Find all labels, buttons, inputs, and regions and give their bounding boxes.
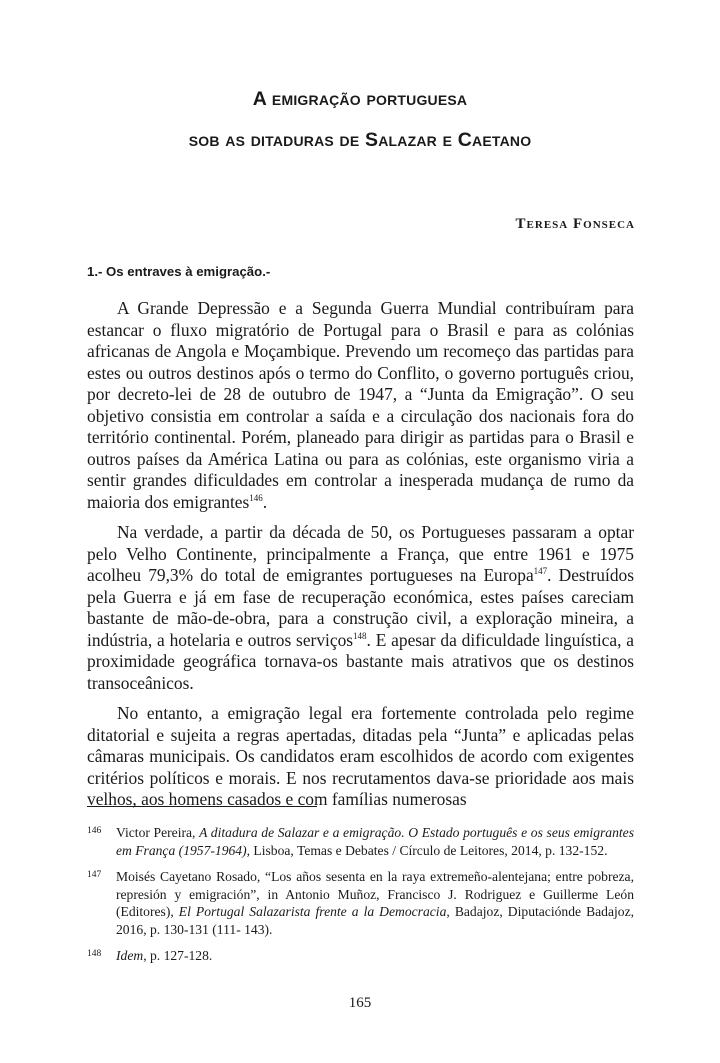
footnote-ref-148[interactable]: 148: [353, 630, 367, 641]
body-text: [87, 298, 634, 820]
paragraph-end: .: [262, 491, 268, 512]
author-name: Teresa Fonseca: [515, 216, 635, 232]
footnote-text-part: Moisés Cayetano Rosado, “Los años sesenta en la raya extremeño-alentejana; entre pobreza, represión y emigración”, in Antonio Muñoz, Francisco J. Rodriguez e Guillerme León (Editores),: [116, 869, 634, 919]
footnote-separator: [87, 806, 317, 807]
footnote-text: [116, 947, 634, 965]
paragraph-3: [87, 703, 634, 811]
footnotes: [87, 824, 634, 974]
paragraph-text: No entanto, a emigração legal era fortemente controlada pelo regime ditatorial e sujeita a regras apertadas, ditadas pela “Junta” e aplicadas pelas câmaras municipais. Os candidatos eram escolhidos de acordo com exigentes critérios políticos e morais. E nos recrutamentos dava-se prioridade aos mais velhos, aos homens casados e com famílias numerosas: [87, 703, 634, 809]
footnote-number: 146: [87, 826, 102, 836]
paragraph-2: [87, 522, 634, 694]
chapter-title-line-1: A emigração portuguesa: [252, 88, 468, 110]
footnote-title: Idem: [116, 948, 144, 963]
footnote-text: [116, 868, 634, 938]
paragraph-text: A Grande Depressão e a Segunda Guerra Mundial contribuíram para estancar o fluxo migratório de Portugal para o Brasil e para as colónias africanas de Angola e Moçambique. Prevendo um recomeço das partidas para estes ou outros destinos após o termo do Conflito, o governo português criou, por decreto-lei de 28 de outubro de 1947, a “Junta da Emigração”. O seu objetivo consistia em controlar a saída e a circulação dos nacionais fora do território continental. Porém, planeado para dirigir as partidas para o Brasil e outros países da América Latina ou para as colónias, este organismo viria a sentir grandes dificuldades em controlar a inesperada mudança de rumo da maioria dos emigrantes: [87, 298, 634, 512]
footnote-title: El Portugal Salazarista frente a la Democracia: [178, 904, 447, 919]
chapter-title-line-2: sob as ditaduras de Salazar e Caetano: [188, 129, 532, 151]
paragraph-text: . E apesar da dificuldade linguística, a proximidade geográfica tornava-os bastante mais atrativos que os destinos transoceânicos.: [87, 629, 634, 693]
page-number: 165: [348, 995, 372, 1011]
footnote-text-part: , Badajoz, Diputaciónde Badajoz, 2016, p. 130-131 (111- 143).: [116, 904, 635, 937]
footnote-147: [87, 868, 634, 938]
footnote-text-part: Victor Pereira,: [116, 825, 200, 840]
paragraph-1: [87, 298, 634, 513]
footnote-146: [87, 824, 634, 859]
footnote-ref-147[interactable]: 147: [533, 566, 548, 577]
paragraph-text: . Destruídos pela Guerra e já em fase de recuperação económica, estes países careciam bastante de mão-de-obra, para a construção civil, a exploração mineira, a indústria, a hotelaria e outros serviços: [87, 565, 634, 650]
section-heading: 1.- Os entraves à emigração.-: [87, 264, 271, 279]
footnote-ref-146[interactable]: 146: [249, 492, 263, 503]
footnote-text-part: , p. 127-128.: [143, 948, 213, 963]
footnote-148: [87, 947, 634, 965]
footnote-number: 147: [87, 870, 102, 880]
footnote-text-part: , Lisboa, Temas e Debates / Círculo de Leitores, 2014, p. 132-152.: [246, 842, 608, 858]
footnote-text: [116, 824, 634, 859]
footnote-number: 148: [87, 949, 102, 959]
footnote-title: A ditadura de Salazar e a emigração. O Estado português e os seus emigrantes em França (1957-1964): [116, 825, 634, 858]
paragraph-text: Na verdade, a partir da década de 50, os Portugueses passaram a optar pelo Velho Continente, principalmente a França, que entre 1961 e 1975 acolheu 79,3% do total de emigrantes portugueses na Europa: [87, 522, 634, 585]
